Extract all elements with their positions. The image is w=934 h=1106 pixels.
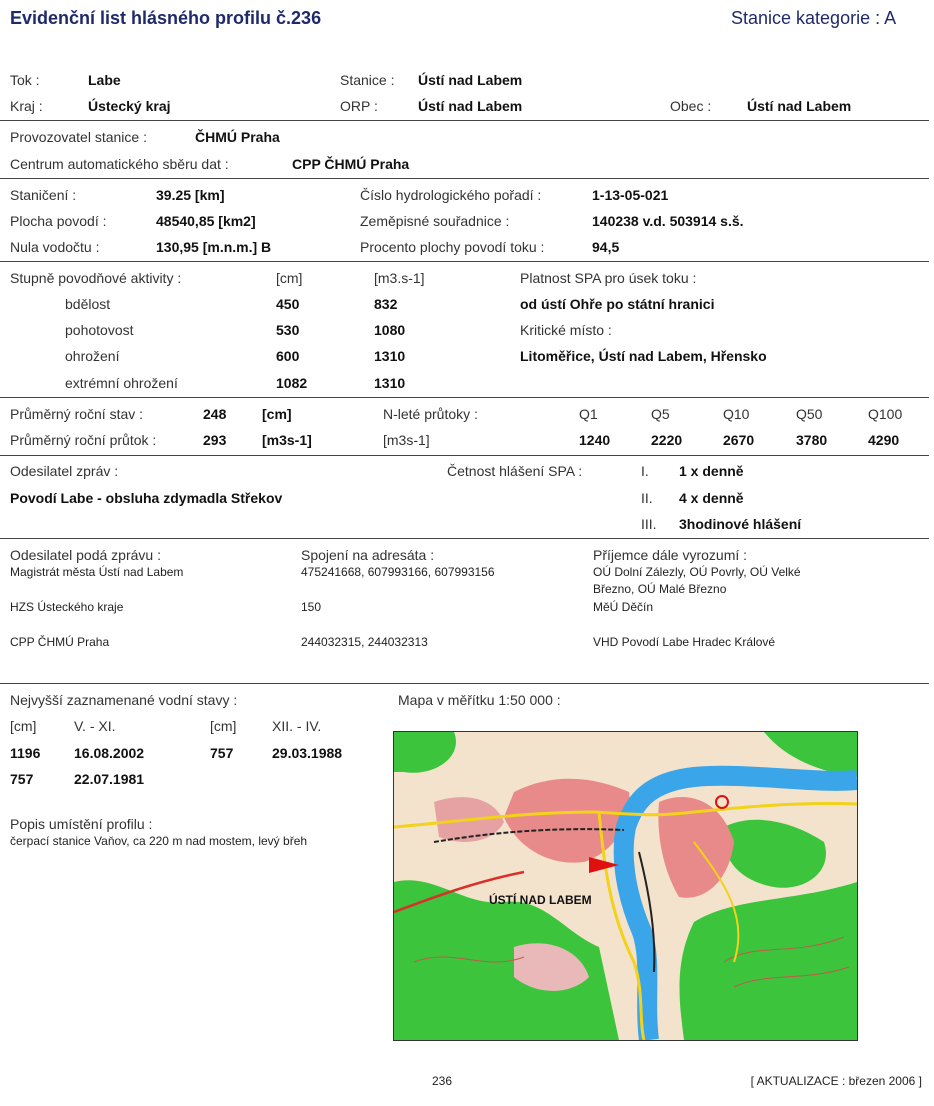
spa-level-cm: 530: [276, 322, 300, 338]
page-title: Evidenční list hlásného profilu č.236: [10, 8, 322, 28]
spa-col-m3: [m3.s-1]: [374, 270, 425, 286]
contacts-sender-label: Odesilatel podá zprávu :: [10, 547, 161, 563]
plocha-value: 48540,85 [km2]: [156, 213, 256, 229]
contact-phone: 475241668, 607993166, 607993156: [301, 565, 495, 579]
prutok-value: 293: [203, 432, 227, 448]
contact-phone: 150: [301, 600, 322, 614]
popis-label: Popis umístění profilu :: [10, 816, 153, 832]
odesilatel-value: Povodí Labe - obsluha zdymadla Střekov: [10, 490, 283, 506]
centrum-value: CPP ČHMÚ Praha: [292, 156, 410, 172]
map-graphic: [394, 732, 857, 1040]
cislo-label: Číslo hydrologického pořadí :: [360, 187, 542, 203]
staniceni-value: 39.25 [km]: [156, 187, 225, 203]
orp-value: Ústí nad Labem: [418, 98, 523, 114]
centrum-label: Centrum automatického sběru dat :: [10, 156, 229, 172]
provozovatel-label: Provozovatel stanice :: [10, 129, 147, 145]
spa-level-m3: 1080: [374, 322, 406, 338]
divider: [0, 683, 929, 684]
q-value: 2670: [723, 432, 755, 448]
records-period-summer: V. - XI.: [74, 718, 116, 734]
souradnice-label: Zeměpisné souřadnice :: [360, 213, 510, 229]
q-header: Q100: [868, 406, 903, 422]
nlete-label: N-leté průtoky :: [383, 406, 478, 422]
orp-label: ORP :: [340, 98, 378, 114]
stav-value: 248: [203, 406, 227, 422]
spa-level-name: extrémní ohrožení: [65, 375, 178, 391]
contact-recipient: VHD Povodí Labe Hradec Králové: [593, 635, 776, 649]
q-header: Q10: [723, 406, 750, 422]
prutok-label: Průměrný roční průtok :: [10, 432, 157, 448]
plocha-label: Plocha povodí :: [10, 213, 107, 229]
spa-col-cm: [cm]: [276, 270, 303, 286]
cetnost-text: 4 x denně: [679, 490, 744, 506]
cetnost-text: 3hodinové hlášení: [679, 516, 802, 532]
cetnost-roman: II.: [641, 490, 653, 506]
records-cm-summer: [cm]: [10, 718, 37, 734]
spa-level-m3: 1310: [374, 348, 406, 364]
spa-level-cm: 450: [276, 296, 300, 312]
divider: [0, 397, 929, 398]
q-header: Q5: [651, 406, 670, 422]
q-value: 4290: [868, 432, 900, 448]
q-value: 2220: [651, 432, 683, 448]
record-date: 16.08.2002: [74, 745, 145, 761]
divider: [0, 455, 929, 456]
spa-level-m3: 1310: [374, 375, 406, 391]
procento-value: 94,5: [592, 239, 620, 255]
records-label: Nejvyšší zaznamenané vodní stavy :: [10, 692, 238, 708]
contacts-phone-label: Spojení na adresáta :: [301, 547, 435, 563]
staniceni-label: Staničení :: [10, 187, 77, 203]
tok-value: Labe: [88, 72, 121, 88]
contact-sender: CPP ČHMÚ Praha: [10, 635, 110, 649]
q-header: Q50: [796, 406, 823, 422]
contact-phone: 244032315, 244032313: [301, 635, 428, 649]
cetnost-roman: III.: [641, 516, 657, 532]
prutok-unit: [m3s-1]: [262, 432, 312, 448]
contact-sender: Magistrát města Ústí nad Labem: [10, 565, 184, 579]
nlete-unit: [m3s-1]: [383, 432, 430, 448]
spa-level-name: bdělost: [65, 296, 111, 312]
page-number: 236: [432, 1074, 453, 1088]
contact-recipient: MěÚ Děčín: [593, 600, 654, 614]
update-note: [ AKTUALIZACE : březen 2006 ]: [750, 1074, 922, 1088]
kriticke-label: Kritické místo :: [520, 322, 612, 338]
q-value: 3780: [796, 432, 828, 448]
record-cm: 757: [10, 771, 34, 787]
contacts-recipient-label: Příjemce dále vyrozumí :: [593, 547, 748, 563]
spa-level-cm: 1082: [276, 375, 308, 391]
platnost-label: Platnost SPA pro úsek toku :: [520, 270, 697, 286]
odesilatel-label: Odesilatel zpráv :: [10, 463, 119, 479]
topographic-map: [393, 731, 858, 1041]
contact-recipient: OÚ Dolní Zálezly, OÚ Povrly, OÚ Velké Březno, OÚ Malé Březno: [593, 565, 801, 596]
obec-label: Obec :: [670, 98, 712, 114]
obec-value: Ústí nad Labem: [747, 98, 852, 114]
spa-level-cm: 600: [276, 348, 300, 364]
contact-sender: HZS Ústeckého kraje: [10, 600, 124, 614]
kriticke-value: Litoměřice, Ústí nad Labem, Hřensko: [520, 348, 767, 364]
cetnost-text: 1 x denně: [679, 463, 744, 479]
q-value: 1240: [579, 432, 611, 448]
record-cm: 757: [210, 745, 234, 761]
divider: [0, 538, 929, 539]
records-period-winter: XII. - IV.: [272, 718, 322, 734]
divider: [0, 178, 929, 179]
stanice-value: Ústí nad Labem: [418, 72, 523, 88]
records-cm-winter: [cm]: [210, 718, 237, 734]
platnost-value: od ústí Ohře po státní hranici: [520, 296, 715, 312]
kraj-value: Ústecký kraj: [88, 98, 171, 114]
spa-level-name: pohotovost: [65, 322, 134, 338]
cetnost-roman: I.: [641, 463, 649, 479]
stanice-label: Stanice :: [340, 72, 395, 88]
record-date: 29.03.1988: [272, 745, 343, 761]
souradnice-value: 140238 v.d. 503914 s.š.: [592, 213, 744, 229]
procento-label: Procento plochy povodí toku :: [360, 239, 545, 255]
cetnost-label: Četnost hlášení SPA :: [447, 463, 583, 479]
record-date: 22.07.1981: [74, 771, 145, 787]
cislo-value: 1-13-05-021: [592, 187, 669, 203]
spa-level-name: ohrožení: [65, 348, 120, 364]
map-town-label: ÚSTÍ NAD LABEM: [489, 893, 592, 907]
spa-label: Stupně povodňové aktivity :: [10, 270, 182, 286]
tok-label: Tok :: [10, 72, 40, 88]
nula-label: Nula vodočtu :: [10, 239, 100, 255]
provozovatel-value: ČHMÚ Praha: [195, 129, 280, 145]
divider: [0, 261, 929, 262]
stav-unit: [cm]: [262, 406, 292, 422]
map-label: Mapa v měřítku 1:50 000 :: [398, 692, 561, 708]
divider: [0, 120, 929, 121]
popis-text: čerpací stanice Vaňov, ca 220 m nad mostem, levý břeh: [10, 834, 308, 848]
nula-value: 130,95 [m.n.m.] B: [156, 239, 272, 255]
q-header: Q1: [579, 406, 598, 422]
record-cm: 1196: [10, 745, 41, 761]
kraj-label: Kraj :: [10, 98, 43, 114]
station-category: Stanice kategorie : A: [731, 8, 897, 28]
stav-label: Průměrný roční stav :: [10, 406, 144, 422]
spa-level-m3: 832: [374, 296, 398, 312]
